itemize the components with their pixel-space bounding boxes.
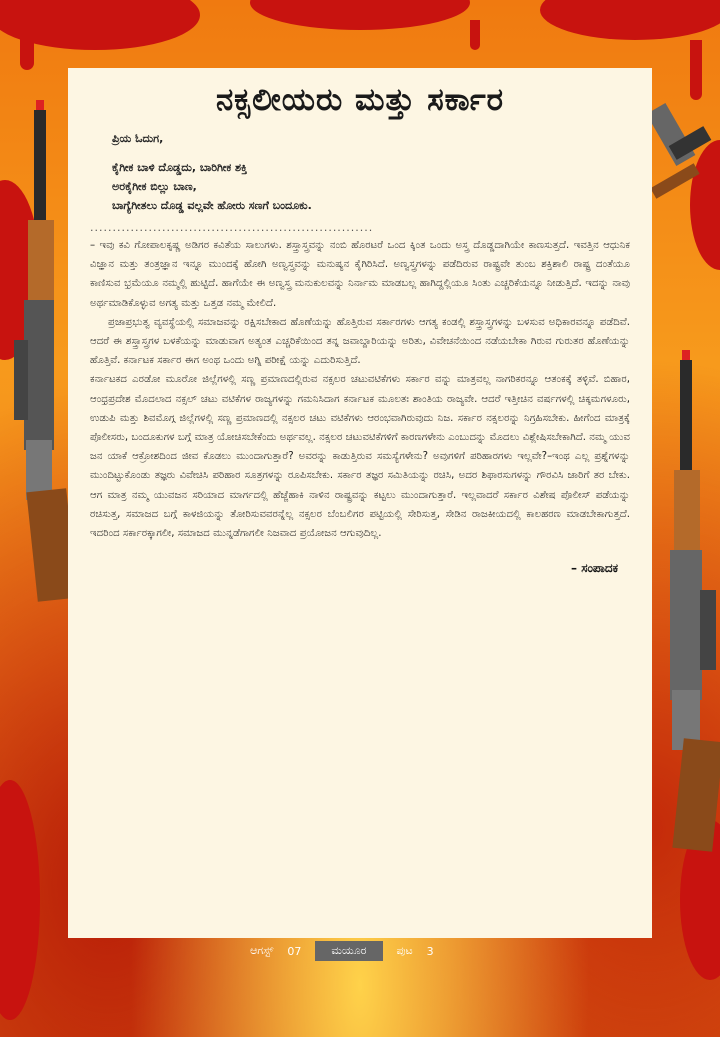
rifle-top-right-icon xyxy=(650,95,720,215)
blood-drip xyxy=(20,30,34,70)
article-title: ನಕ್ಸಲೀಯರು ಮತ್ತು ಸರ್ಕಾರ xyxy=(215,82,505,118)
footer-page-label: ಪುಟ xyxy=(396,944,413,957)
article-paragraph: ಕರ್ನಾಟಕದ ಎರಡೋ ಮೂರೋ ಜಿಲ್ಲೆಗಳಲ್ಲಿ ಸಣ್ಣ ಪ್ರಮಾಣದಲ್ಲಿರುವ ನಕ್ಸಲರ ಚಟುವಟಿಕೆಗಳು ಸರ್ಕಾರ ವನ್ನು ಮಾತ್ರವಲ್ಲ ನಾಗರಿಕರನ್ನೂ ಆತಂಕಕ್ಕೆ ತಳ್ಳಿವೆ. ಬಿಹಾರ, ಆಂಧ್ರಪ್ರದೇಶ ಮೊದಲಾದ ನಕ್ಸಲ್ ಚಟು ವಟಿಕೆಗಳ ರಾಜ್ಯಗಳನ್ನು ಗಮನಿಸಿದಾಗ ಕರ್ನಾಟಕ ಮೂಲತಃ ಶಾಂತಿಯ ರಾಜ್ಯವೇ. ಆದರೆ ಇತ್ತೀಚಿನ ವರ್ಷಗಳಲ್ಲಿ ಚಿಕ್ಕಮಗಳೂರು, ಉಡುಪಿ ಮತ್ತು ಶಿವಮೊಗ್ಗ ಜಿಲ್ಲೆಗಳಲ್ಲಿ ಸಣ್ಣ ಪ್ರಮಾಣದಲ್ಲಿ ನಕ್ಸಲರ ಚಟು ವಟಿಕೆಗಳು ಆರಂಭವಾಗಿರುವುದು ನಿಜ. ಸರ್ಕಾರ ನಕ್ಸಲರನ್ನು ನಿಗ್ರಹಿಸಬೇಕು. ಹೀಗೆಂದ ಮಾತ್ರಕ್ಕೆ ಪೊಲೀಸರು, ಬಂದೂಕುಗಳ ಬಗ್ಗೆ ಮಾತ್ರ ಯೋಚಿಸಬೇಕೆಂದು ಅರ್ಥವಲ್ಲ. ನಕ್ಸಲರ ಚಟುವಟಿಕೆಗಳಿಗೆ ಕಾರಣಗಳೇನು ಎಂಬುದನ್ನು ಮೊದಲು ವಿಶ್ಲೇಷಿಸಬೇಕಾಗಿದೆ. ನಮ್ಮ ಯುವ ಜನ ಯಾಕೆ ಆಕ್ರೋಶದಿಂದ ಜೀವ ಕೊಡಲು ಮುಂದಾಗುತ್ತಾರೆ? ಅವರನ್ನು ಕಾಡುತ್ತಿರುವ ಸಮಸ್ಯೆಗಳೇನು? ಅವುಗಳಿಗೆ ಪರಿಹಾರಗಳು ಇಲ್ಲವೇ?–ಇಂಥ ಎಲ್ಲ ಪ್ರಶ್ನೆಗಳನ್ನು ಮುಂದಿಟ್ಟುಕೊಂಡು ತಜ್ಞರು ವಿವೇಚಿಸಿ ಪರಿಹಾರ ಸೂತ್ರಗಳನ್ನು ರೂಪಿಸಬೇಕು. ಸರ್ಕಾರ ತಜ್ಞರ ಸಮಿತಿಯನ್ನು ರಚಿಸಿ, ಅದರ ಶಿಫಾರಸುಗಳನ್ನು ಗೌರವಿಸಿ ಜಾರಿಗೆ ತರ ಬೇಕು. ಆಗ ಮಾತ್ರ ನಮ್ಮ ಯುವಜನ ಸರಿಯಾದ ಮಾರ್ಗದಲ್ಲಿ ಹೆಜ್ಜೆಹಾಕಿ ನಾಳಿನ ರಾಷ್ಟ್ರವನ್ನು ಕಟ್ಟಲು ಮುಂದಾಗುತ್ತಾರೆ. ಇಲ್ಲವಾದರೆ ಸರ್ಕಾರ ವಿಶೇಷ ಪೊಲೀಸ್ ಪಡೆಯನ್ನು ರಚಿಸುತ್ತ, ಸಮಾಜದ ಬಗ್ಗೆ ಕಾಳಜಿಯನ್ನು ತೋರಿಸುವವರನ್ನೆಲ್ಲ ನಕ್ಸಲರ ಬೆಂಬಲಿಗರ ಪಟ್ಟಿಯಲ್ಲಿ ಸೇರಿಸುತ್ತ, ಸೇಡಿನ ರಾಜಕೀಯದಲ್ಲಿ ಕಾಲಹರಣ ಮಾಡಬೇಕಾಗುತ್ತದೆ. ಇದರಿಂದ ಸರ್ಕಾರಕ್ಕಾಗಲೀ, ಸಮಾಜದ ಮುನ್ನಡೆಗಾಗಲೀ ನಿಜವಾದ ಪ್ರಯೋಜನ ಆಗುವುದಿಲ್ಲ. xyxy=(90,374,630,540)
rifle-left-icon xyxy=(6,100,76,610)
dotted-divider: ............................................................... xyxy=(90,221,374,234)
poem-line: ಕೈಗೀಕ ಬಾಳಿ ದೊಡ್ಡದು, ಬಾರಿಗೀಕ ಶಕ್ತಿ xyxy=(112,161,248,174)
blood-drip xyxy=(690,40,702,100)
page-footer xyxy=(250,940,434,962)
editor-signature: – ಸಂಪಾದಕ xyxy=(571,561,618,576)
salutation: ಪ್ರಿಯ ಓದುಗ, xyxy=(112,132,164,145)
article-paragraph: – ಇವು ಕವಿ ಗೋಪಾಲಕೃಷ್ಣ ಅಡಿಗರ ಕವಿತೆಯ ಸಾಲುಗಳು. ಶಸ್ತ್ರಾಸ್ತ್ರವನ್ನು ನಂಬಿ ಹೊರಟರೆ ಒಂದ ಕ್ಕಿಂತ ಒಂದು ಅಸ್ತ್ರ ದೊಡ್ಡದಾಗಿಯೇ ಕಾಣಸುತ್ತದೆ. ಇವತ್ತಿನ ಆಧುನಿಕ ವಿಜ್ಞಾನ ಮತ್ತು ತಂತ್ರಜ್ಞಾನ ಇನ್ನೂ ಮುಂದಕ್ಕೆ ಹೋಗಿ ಅಣ್ವಸ್ತ್ರವನ್ನು ಮನುಷ್ಯನ ಕೈಗಿರಿಸಿದೆ. ಅಣ್ವಸ್ತ್ರಗಳನ್ನು ಪಡೆದಿರುವ ರಾಷ್ಟ್ರವೇ ತುಂಬ ಶಕ್ತಿಶಾಲಿ ರಾಷ್ಟ್ರ ದಂತೆಯೂ ಕಾಣಿಸುವ ಭ್ರಮೆಯೂ ನಮ್ಮಲ್ಲಿ ಹುಟ್ಟಿದೆ. ಹಾಗೆಯೇ ಈ ಅಣ್ವಸ್ತ್ರ ಮನುಕುಲವನ್ನು ನಿರ್ನಾಮ ಮಾಡಬಲ್ಲ ಹಾಗಿದ್ದಲ್ಲಿಯೂ ಸಿಂತು ಎಚ್ಚರಿಕೆಯನ್ನೂ ನೀಡುತ್ತಿದೆ. ಇದನ್ನು ನಾವು ಅರ್ಥಮಾಡಿಕೊಳ್ಳುವ ಅಗತ್ಯ ಮತ್ತು ಒತ್ತಡ ನಮ್ಮ ಮೇಲಿದೆ. xyxy=(90,240,630,309)
poem-line: ಅರಕೈಗೀಕ ಬಿಲ್ಲು ಬಾಣ, xyxy=(112,180,197,193)
blood-drip xyxy=(470,20,480,50)
footer-issue-number: 07 xyxy=(287,944,302,958)
rifle-right-icon xyxy=(648,350,720,860)
footer-month: ಆಗಸ್ಟ್ xyxy=(250,944,274,957)
footer-magazine-name: ಮಯೂರ xyxy=(315,941,382,961)
article-panel xyxy=(68,68,652,938)
blood-splash xyxy=(0,780,40,1020)
footer-page-number: 3 xyxy=(426,944,434,958)
blood-splash xyxy=(250,0,470,30)
poem-block xyxy=(112,129,630,215)
blood-splash xyxy=(540,0,720,40)
article-paragraph: ಪ್ರಜಾಪ್ರಭುತ್ವ ವ್ಯವಸ್ಥೆಯಲ್ಲಿ ಸಮಾಜವನ್ನು ರಕ್ಷಿಸಬೇಕಾದ ಹೊಣೆಯನ್ನು ಹೊತ್ತಿರುವ ಸರ್ಕಾರಗಳು ಆಗತ್ಯ ಕಂಡಲ್ಲಿ ಶಸ್ತ್ರಾಸ್ತ್ರಗಳನ್ನು ಬಳಸುವ ಅಧಿಕಾರವನ್ನೂ ಪಡೆದಿವೆ. ಆದರೆ ಈ ಶಸ್ತ್ರಾಸ್ತ್ರಗಳ ಬಳಕೆಯನ್ನು ಮಾಡುವಾಗ ಅತ್ಯಂತ ಎಚ್ಚರಿಕೆಯಿಂದ ತನ್ನ ಜವಾಬ್ದಾರಿಯನ್ನು ಅರಿತು, ವಿವೇಚನೆಯಿಂದ ನಡೆಯಬೇಕಾ ಗಿರುವ ಗುರುತರ ಹೊಣೆಯನ್ನು ಹೊತ್ತಿವೆ. ಕರ್ನಾಟಕ ಸರ್ಕಾರ ಈಗ ಅಂಥ ಒಂದು ಅಗ್ನಿ ಪರೀಕ್ಷೆ ಯನ್ನು ಎದುರಿಸುತ್ತಿದೆ. xyxy=(90,316,630,367)
poem-line: ಬಾಗ್ಯೆಗೀತಲು ದೊಡ್ಡ ವಲ್ಲವೇ ಹೋರು ಸಣಗೆ ಬಂದೂಕು. xyxy=(112,199,312,212)
